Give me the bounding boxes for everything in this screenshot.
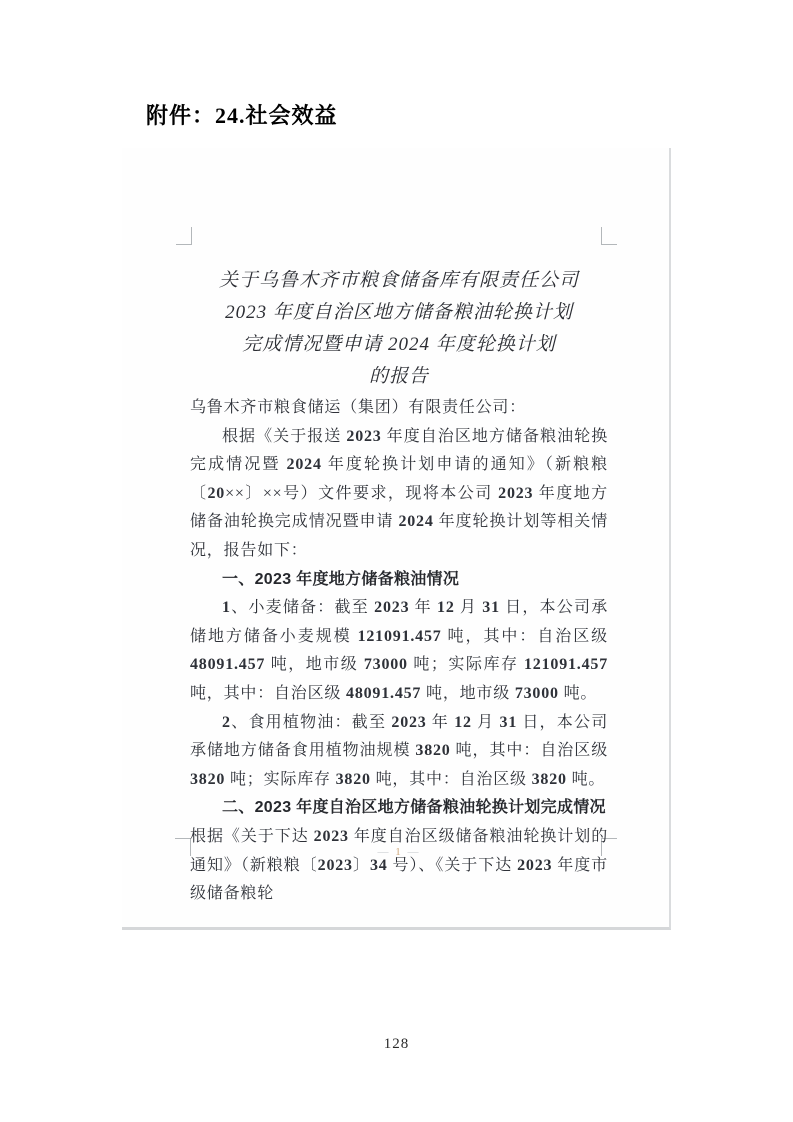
document-page-number: 128 [383,1036,410,1052]
body-paragraph: 根据《关于报送 2023 年度自治区地方储备粮油轮换完成情况暨 2024 年度轮换计划申请的通知》（新粮粮〔20××〕××号）文件要求，现将本公司 2023 年度地方储备油轮换完成情况暨申请 2024 年度轮换计划等相关情况，报告如下： [190,427,609,559]
report-title-line-3: 完成情况暨申请 2024 年度轮换计划 [242,334,556,355]
scanned-report-image [122,148,671,930]
body-paragraph: 1、小麦储备：截至 2023 年 12 月 31 日，本公司承储地方储备小麦规模 121091.457 吨，其中：自治区级 48091.457 吨，地市级 73000 吨；实际库存 121091.457 吨，其中：自治区级 48091.457 吨，地市级 73000 吨。 [190,599,608,702]
report-body [190,394,608,909]
report-title-line-1: 关于乌鲁木齐市粮食储备库有限责任公司 [218,270,579,291]
page-number-dash-right: — [407,846,421,858]
report-title-line-4: 的报告 [368,366,429,387]
section-heading: 一、2023 年度地方储备粮油情况 [222,570,460,588]
text-boundary-mark-top-left [176,227,192,245]
body-paragraph: 2、食用植物油：截至 2023 年 12 月 31 日，本公司承储地方储备食用植物油规模 3820 吨，其中：自治区级 3820 吨；实际库存 3820 吨，其中：自治区级 3820 吨。 [190,713,608,788]
attachment-label: 附件：24.社会效益 [146,103,338,128]
report-title-line-2: 2023 年度自治区地方储备粮油轮换计划 [225,302,573,323]
body-paragraph: 乌鲁木齐市粮食储运（集团）有限责任公司： [190,399,527,416]
section-heading: 二、2023 年度自治区地方储备粮油轮换计划完成情况 [222,799,606,817]
page-number-dash-left: — [377,846,391,858]
page-number-value: 1 [395,846,403,858]
text-boundary-mark-top-right [601,227,617,245]
scan-page-number [190,846,608,858]
text-boundary-mark-bottom-left [175,838,191,856]
body-paragraph: 根据《关于下达 2023 年度自治区级储备粮油轮换计划的通知》（新粮粮〔2023〕34 号）、《关于下达 2023 年度市级储备粮轮 [190,827,608,903]
report-title [190,265,608,393]
